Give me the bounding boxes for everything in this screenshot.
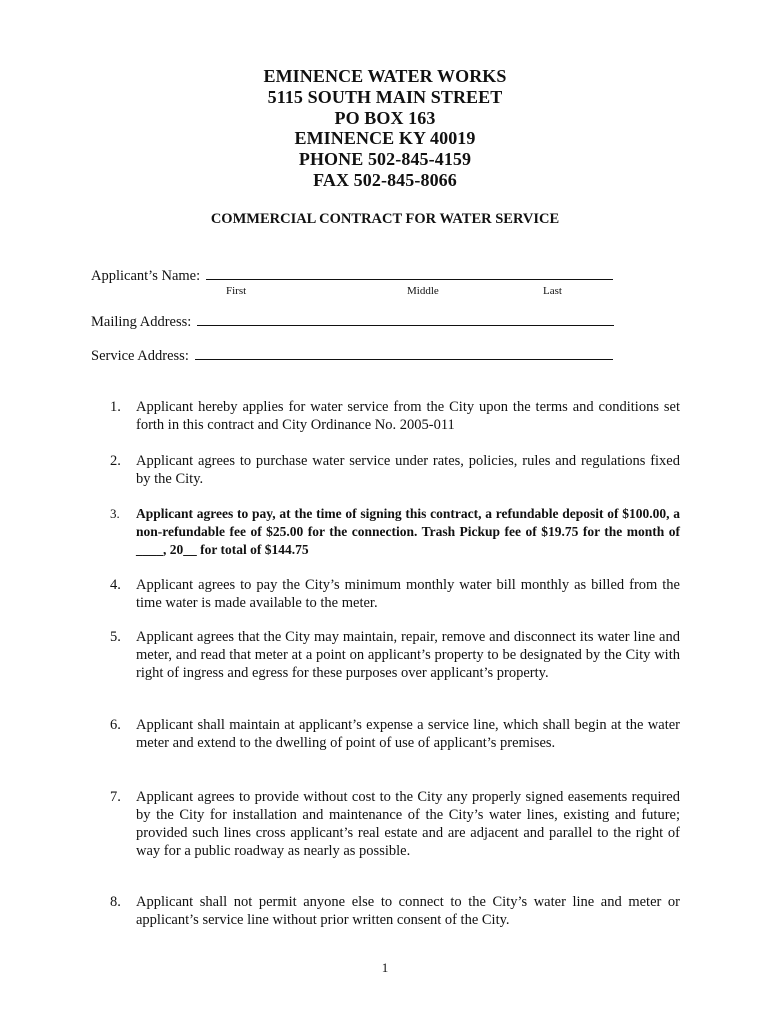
term-text: Applicant agrees to pay the City’s minimum monthly water bill monthly as billed from the time water is made available to the meter. [136,577,680,611]
sublabel-middle: Middle [407,285,439,297]
mailing-address-label: Mailing Address: [91,314,192,330]
applicant-name-field [91,266,613,285]
fax: FAX 502-845-8066 [313,169,457,190]
city-state-zip: EMINENCE KY 40019 [294,128,476,149]
mailing-address-line[interactable] [197,312,614,326]
term-text: Applicant agrees to pay, at the time of signing this contract, a refundable deposit of $100.00, a non-refundable fee of $25.00 for the connection. Trash Pickup fee of $19.75 for the month of ____, 20__ for total of $144.75 [136,506,680,557]
term-number: 6. [110,717,121,733]
page-number: 1 [381,960,389,975]
po-box: PO BOX 163 [334,107,436,128]
service-address-field [91,346,613,365]
service-address-line[interactable] [195,346,613,360]
term-number: 3. [110,506,120,521]
service-address-label: Service Address: [91,348,189,364]
applicant-name-label: Applicant’s Name: [91,268,201,284]
term-text: Applicant agrees that the City may maintain, repair, remove and disconnect its water line and meter, and read that meter at a point on applicant’s property to be designated by the City with right of ingress and egress for these purposes over applicant’s property. [136,629,680,681]
phone: PHONE 502-845-4159 [298,149,472,170]
term-text: Applicant agrees to provide without cost to the City any properly signed easements required by the City for installation and maintenance of the City’s water lines, existing and future; provided such lines cross applicant’s real estate and are adjacent and parallel to the right of way for a public roadway as nearly as possible. [136,789,680,859]
street-address: 5115 SOUTH MAIN STREET [267,86,503,107]
org-name: EMINENCE WATER WORKS [263,66,507,86]
sublabel-last: Last [543,285,562,297]
term-text: Applicant shall maintain at applicant’s expense a service line, which shall begin at the water meter and extend to the dwelling of point of use of applicant’s premises. [136,717,680,751]
applicant-name-line[interactable] [206,266,613,280]
term-text: Applicant hereby applies for water service from the City upon the terms and conditions set forth in this contract and City Ordinance No. 2005-011 [136,399,680,433]
term-number: 2. [110,453,121,469]
contract-title: COMMERCIAL CONTRACT FOR WATER SERVICE [210,211,560,227]
term-text: Applicant agrees to purchase water service under rates, policies, rules and regulations fixed by the City. [136,453,680,487]
letterhead [0,66,770,191]
sublabel-first: First [226,285,247,297]
mailing-address-field [91,312,614,331]
term-number: 1. [110,399,121,415]
term-number: 5. [110,629,121,645]
term-number: 4. [110,577,121,593]
term-text: Applicant shall not permit anyone else to connect to the City’s water line and meter or applicant’s service line without prior written consent of the City. [136,894,680,928]
term-number: 8. [110,894,121,910]
term-number: 7. [110,789,121,805]
